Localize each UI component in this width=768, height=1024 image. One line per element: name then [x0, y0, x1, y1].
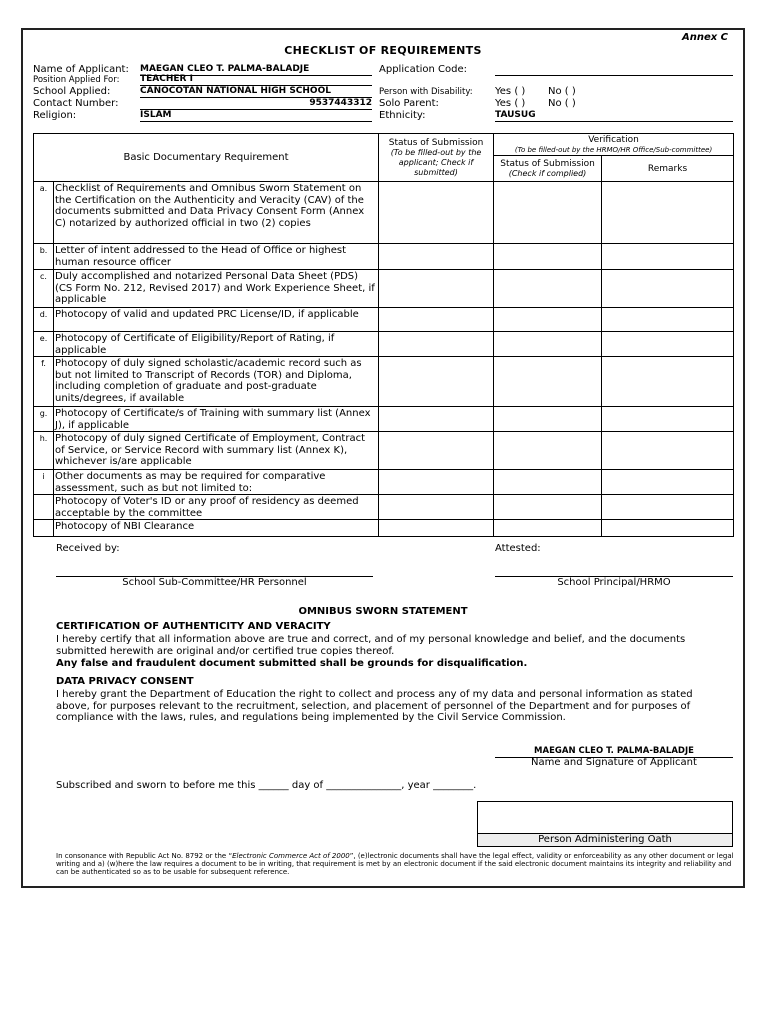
header-ver-status-title: Status of Submission: [500, 158, 595, 169]
verification-status-cell[interactable]: [494, 357, 602, 407]
cav-text: I hereby certify that all information above are true and correct, and of my personal knowledge and belief, and the documents submitted herewith are original and/or certified true copies thereof.: [56, 634, 686, 657]
row-requirement-text: Photocopy of Certificate of Eligibility/Report of Rating, if applicable: [54, 332, 379, 357]
remarks-cell[interactable]: [602, 244, 734, 270]
remarks-cell[interactable]: [602, 432, 734, 470]
ethnicity-label: Ethnicity:: [379, 110, 426, 121]
table-row: [34, 270, 734, 308]
name-label: Name of Applicant:: [33, 64, 129, 75]
privacy-text: I hereby grant the Department of Education the right to collect and process any of my data and personal information as stated above, for purposes relevant to the recruitment, selection, and placement of personnel of the Department and for purposes of compliance with the laws, rules, and regulations being implemented by the Civil Service Commission.: [56, 689, 693, 723]
requirements-body: [34, 182, 734, 537]
page-title: CHECKLIST OF REQUIREMENTS: [284, 44, 482, 57]
religion-field[interactable]: ISLAM: [140, 110, 372, 122]
solo-yes-checkbox[interactable]: Yes ( ): [495, 98, 526, 109]
row-letter: e.: [34, 332, 54, 357]
applicant-status-cell[interactable]: [379, 182, 494, 244]
table-row: [34, 332, 734, 357]
principal-caption: School Principal/HRMO: [557, 577, 671, 588]
header-verification: [494, 134, 734, 156]
remarks-cell[interactable]: [602, 520, 734, 537]
applicant-signature-name[interactable]: MAEGAN CLEO T. PALMA-BALADJE: [495, 746, 733, 758]
row-letter: d.: [34, 308, 54, 332]
table-row: [34, 495, 734, 520]
pwd-label: Person with Disability:: [379, 87, 473, 97]
row-letter: b.: [34, 244, 54, 270]
position-field[interactable]: TEACHER I: [140, 74, 372, 86]
row-requirement-text: Photocopy of Voter's ID or any proof of residency as deemed acceptable by the committee: [54, 495, 379, 520]
applicant-status-cell[interactable]: [379, 495, 494, 520]
remarks-cell[interactable]: [602, 270, 734, 308]
row-letter: a.: [34, 182, 54, 244]
row-letter: c.: [34, 270, 54, 308]
row-letter: [34, 520, 54, 537]
remarks-cell[interactable]: [602, 332, 734, 357]
table-row: [34, 182, 734, 244]
header-basic-requirement: Basic Documentary Requirement: [34, 134, 379, 182]
footnote-prefix: In consonance with Republic Act No. 8792 or the “: [56, 852, 233, 860]
cav-warning: Any false and fraudulent document submitted shall be grounds for disqualification.: [56, 658, 528, 669]
applicant-status-cell[interactable]: [379, 520, 494, 537]
applicant-status-cell[interactable]: [379, 244, 494, 270]
ethnicity-field[interactable]: TAUSUG: [495, 110, 733, 122]
applicant-status-cell[interactable]: [379, 332, 494, 357]
row-letter: g.: [34, 407, 54, 432]
oath-label: Person Administering Oath: [478, 833, 732, 846]
verification-status-cell[interactable]: [494, 182, 602, 244]
table-row: [34, 407, 734, 432]
attested-label: Attested:: [495, 543, 541, 554]
app-code-field[interactable]: [495, 64, 733, 76]
oath-box[interactable]: [477, 801, 733, 847]
remarks-cell[interactable]: [602, 357, 734, 407]
header-status-submission: [379, 134, 494, 182]
received-by-signature-line[interactable]: [56, 566, 373, 577]
footnote-act-name: Electronic Commerce Act of 2000: [232, 852, 350, 860]
row-requirement-text: Duly accomplished and notarized Personal Data Sheet (PDS) (CS Form No. 212, Revised 2017) and Work Experience Sheet, if applicable: [54, 270, 379, 308]
applicant-status-cell[interactable]: [379, 270, 494, 308]
school-field[interactable]: CANOCOTAN NATIONAL HIGH SCHOOL: [140, 86, 372, 98]
omnibus-title: OMNIBUS SWORN STATEMENT: [298, 606, 468, 617]
annex-label: Annex C: [681, 32, 728, 43]
verification-status-cell[interactable]: [494, 270, 602, 308]
remarks-cell[interactable]: [602, 470, 734, 495]
table-row: [34, 244, 734, 270]
remarks-cell[interactable]: [602, 407, 734, 432]
row-requirement-text: Checklist of Requirements and Omnibus Sworn Statement on the Certification on the Authenticity and Veracity (CAV) of the documents submitted and Data Privacy Consent Form (Annex C) notarized by authorized official in two (2) copies: [54, 182, 379, 244]
applicant-status-cell[interactable]: [379, 308, 494, 332]
contact-label: Contact Number:: [33, 98, 119, 109]
header-status-title: Status of Submission: [388, 137, 484, 148]
row-requirement-text: Other documents as may be required for comparative assessment, such as but not limited to:: [54, 470, 379, 495]
app-code-label: Application Code:: [379, 64, 468, 75]
remarks-cell[interactable]: [602, 308, 734, 332]
verification-status-cell[interactable]: [494, 244, 602, 270]
table-row: [34, 308, 734, 332]
cav-title: CERTIFICATION OF AUTHENTICITY AND VERACITY: [56, 621, 331, 632]
verification-status-cell[interactable]: [494, 432, 602, 470]
contact-field[interactable]: 9537443312: [140, 98, 372, 110]
attested-signature-line[interactable]: [495, 566, 733, 577]
religion-label: Religion:: [33, 110, 77, 121]
header-verification-note: (To be filled-out by the HRMO/HR Office/Sub-committee): [514, 145, 713, 154]
remarks-cell[interactable]: [602, 182, 734, 244]
row-letter: f.: [34, 357, 54, 407]
solo-parent-label: Solo Parent:: [379, 98, 439, 109]
footnote: [56, 852, 736, 876]
row-requirement-text: Photocopy of duly signed Certificate of Employment, Contract of Service, or Service Record with summary list (Annex K), whichever is/are applicable: [54, 432, 379, 470]
row-letter: [34, 495, 54, 520]
verification-status-cell[interactable]: [494, 495, 602, 520]
school-label: School Applied:: [33, 86, 111, 97]
footnote-suffix: ”, (e)lectronic documents shall have the legal effect, validity or enforceability as any other document or legal writing and a) (w)here the law requires a document to be in writing, that requirement is met by an electronic document if the said electronic document maintains its integrity and reliability and can be authenticated so as to be usable for subsequent reference.: [56, 852, 734, 876]
header-ver-status: [494, 156, 602, 182]
pwd-no-checkbox[interactable]: No ( ): [548, 86, 576, 97]
verification-status-cell[interactable]: [494, 332, 602, 357]
verification-status-cell[interactable]: [494, 470, 602, 495]
verification-status-cell[interactable]: [494, 308, 602, 332]
row-requirement-text: Letter of intent addressed to the Head of Office or highest human resource officer: [54, 244, 379, 270]
header-verification-title: Verification: [588, 134, 639, 145]
table-row: [34, 520, 734, 537]
header-status-note: (To be filled-out by the applicant; Check if submitted): [390, 147, 482, 177]
row-requirement-text: Photocopy of Certificate/s of Training with summary list (Annex J), if applicable: [54, 407, 379, 432]
subscribed-text: Subscribed and sworn to before me this ______ day of _______________, year ________.: [56, 780, 477, 791]
applicant-signature-caption: Name and Signature of Applicant: [531, 757, 697, 768]
pwd-yes-checkbox[interactable]: Yes ( ): [495, 86, 526, 97]
applicant-status-cell[interactable]: [379, 470, 494, 495]
row-requirement-text: Photocopy of NBI Clearance: [54, 520, 379, 537]
received-by-label: Received by:: [56, 543, 120, 554]
remarks-cell[interactable]: [602, 495, 734, 520]
table-row: [34, 357, 734, 407]
position-label: Position Applied For:: [33, 75, 120, 85]
row-letter: i: [34, 470, 54, 495]
header-ver-status-note: (Check if complied): [508, 168, 587, 178]
header-remarks: Remarks: [602, 156, 734, 182]
applicant-status-cell[interactable]: [379, 407, 494, 432]
verification-status-cell[interactable]: [494, 520, 602, 537]
table-row: [34, 432, 734, 470]
solo-no-checkbox[interactable]: No ( ): [548, 98, 576, 109]
row-requirement-text: Photocopy of valid and updated PRC License/ID, if applicable: [54, 308, 379, 332]
privacy-title: DATA PRIVACY CONSENT: [56, 676, 194, 687]
row-requirement-text: Photocopy of duly signed scholastic/academic record such as but not limited to Transcript of Records (TOR) and Diploma, including completion of graduate and post-graduate units/degrees, if available: [54, 357, 379, 407]
verification-status-cell[interactable]: [494, 407, 602, 432]
document-frame: [21, 28, 745, 888]
applicant-status-cell[interactable]: [379, 357, 494, 407]
sub-committee-caption: School Sub-Committee/HR Personnel: [122, 577, 307, 588]
requirements-table: [33, 133, 734, 537]
table-row: [34, 470, 734, 495]
name-field[interactable]: MAEGAN CLEO T. PALMA-BALADJE: [140, 64, 372, 76]
row-letter: h.: [34, 432, 54, 470]
applicant-status-cell[interactable]: [379, 432, 494, 470]
